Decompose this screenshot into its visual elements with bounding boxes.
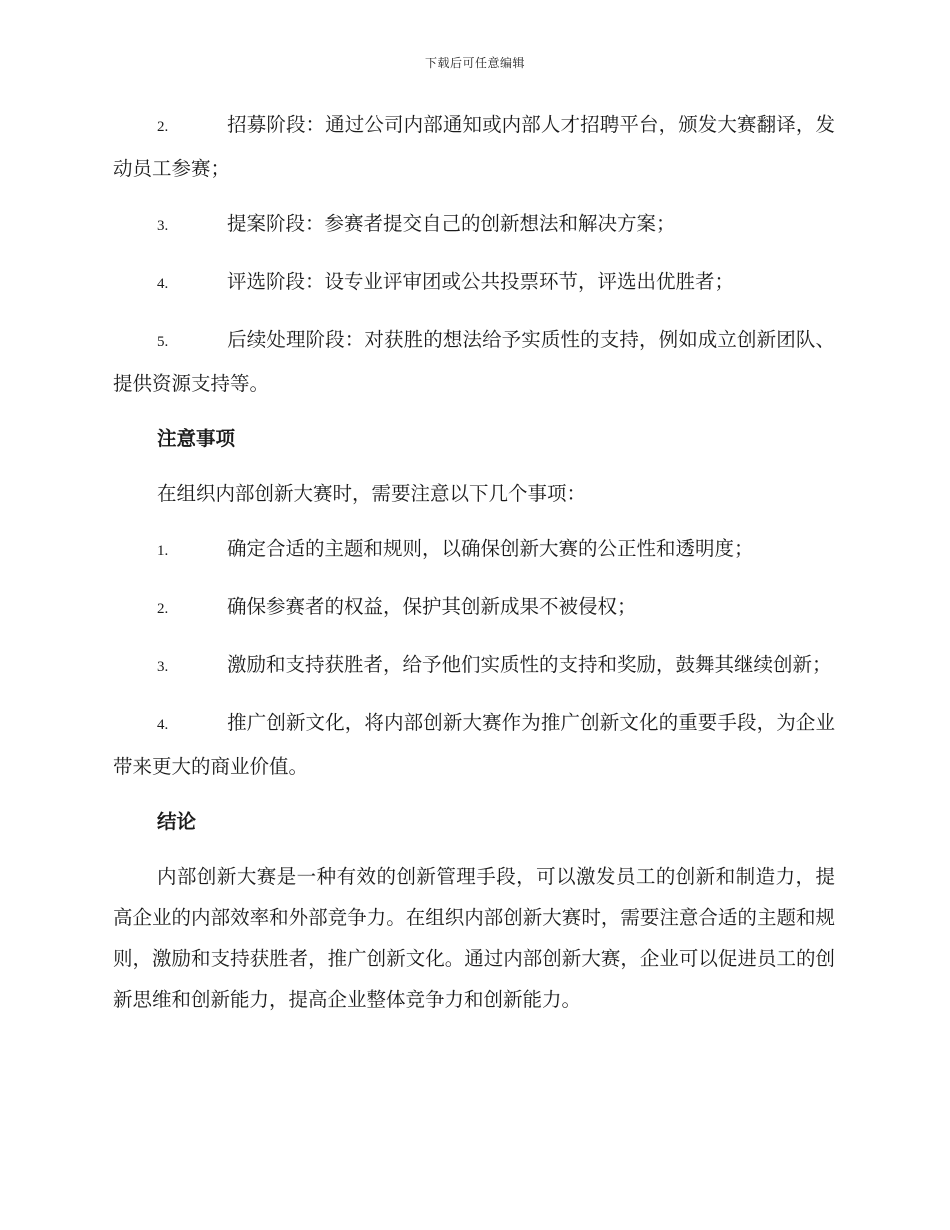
list-item: [113, 261, 835, 305]
list-number: 5.: [157, 334, 169, 350]
list-text: 推广创新文化，将内部创新大赛作为推广创新文化的重要手段，为企业带来更大的商业价值。: [113, 711, 835, 778]
list-item: [113, 104, 835, 189]
list-text: 后续处理阶段：对获胜的想法给予实质性的支持，例如成立创新团队、提供资源支持等。: [113, 328, 835, 395]
list-item: [113, 203, 835, 247]
list-item: [113, 319, 835, 404]
list-item: [113, 702, 835, 787]
list-number: 4.: [157, 717, 169, 733]
document-body: [113, 104, 835, 1034]
list-item: [113, 528, 835, 572]
list-text: 提案阶段：参赛者提交自己的创新想法和解决方案；: [227, 212, 676, 235]
list-number: 4.: [157, 276, 169, 292]
list-number: 2.: [157, 119, 169, 135]
list-number: 2.: [157, 601, 169, 617]
list-text: 确保参赛者的权益，保护其创新成果不被侵权；: [227, 595, 637, 618]
conclusion-text: 内部创新大赛是一种有效的创新管理手段，可以激发员工的创新和制造力，提高企业的内部效率和外部竞争力。在组织内部创新大赛时，需要注意合适的主题和规则，激励和支持获胜者，推广创新文化。通过内部创新大赛，企业可以促进员工的创新思维和创新能力，提高企业整体竞争力和创新能力。: [113, 865, 835, 1011]
list-text: 招募阶段：通过公司内部通知或内部人才招聘平台，颁发大赛翻译，发动员工参赛；: [113, 113, 835, 180]
list-text: 确定合适的主题和规则，以确保创新大赛的公正性和透明度；: [227, 537, 754, 560]
list-item: [113, 644, 835, 688]
list-number: 3.: [157, 218, 169, 234]
list-item: [113, 586, 835, 630]
section-heading-conclusion: 结论: [157, 810, 197, 833]
list-text: 激励和支持获胜者，给予他们实质性的支持和奖励，鼓舞其继续创新；: [227, 653, 832, 676]
list-number: 3.: [157, 659, 169, 675]
list-text: 评选阶段：设专业评审团或公共投票环节，评选出优胜者；: [227, 270, 735, 293]
page-header: 下载后可任意编辑: [424, 56, 525, 70]
list-number: 1.: [157, 543, 169, 559]
notes-intro: 在组织内部创新大赛时，需要注意以下几个事项：: [157, 482, 587, 505]
section-heading-notes: 注意事项: [157, 427, 236, 450]
